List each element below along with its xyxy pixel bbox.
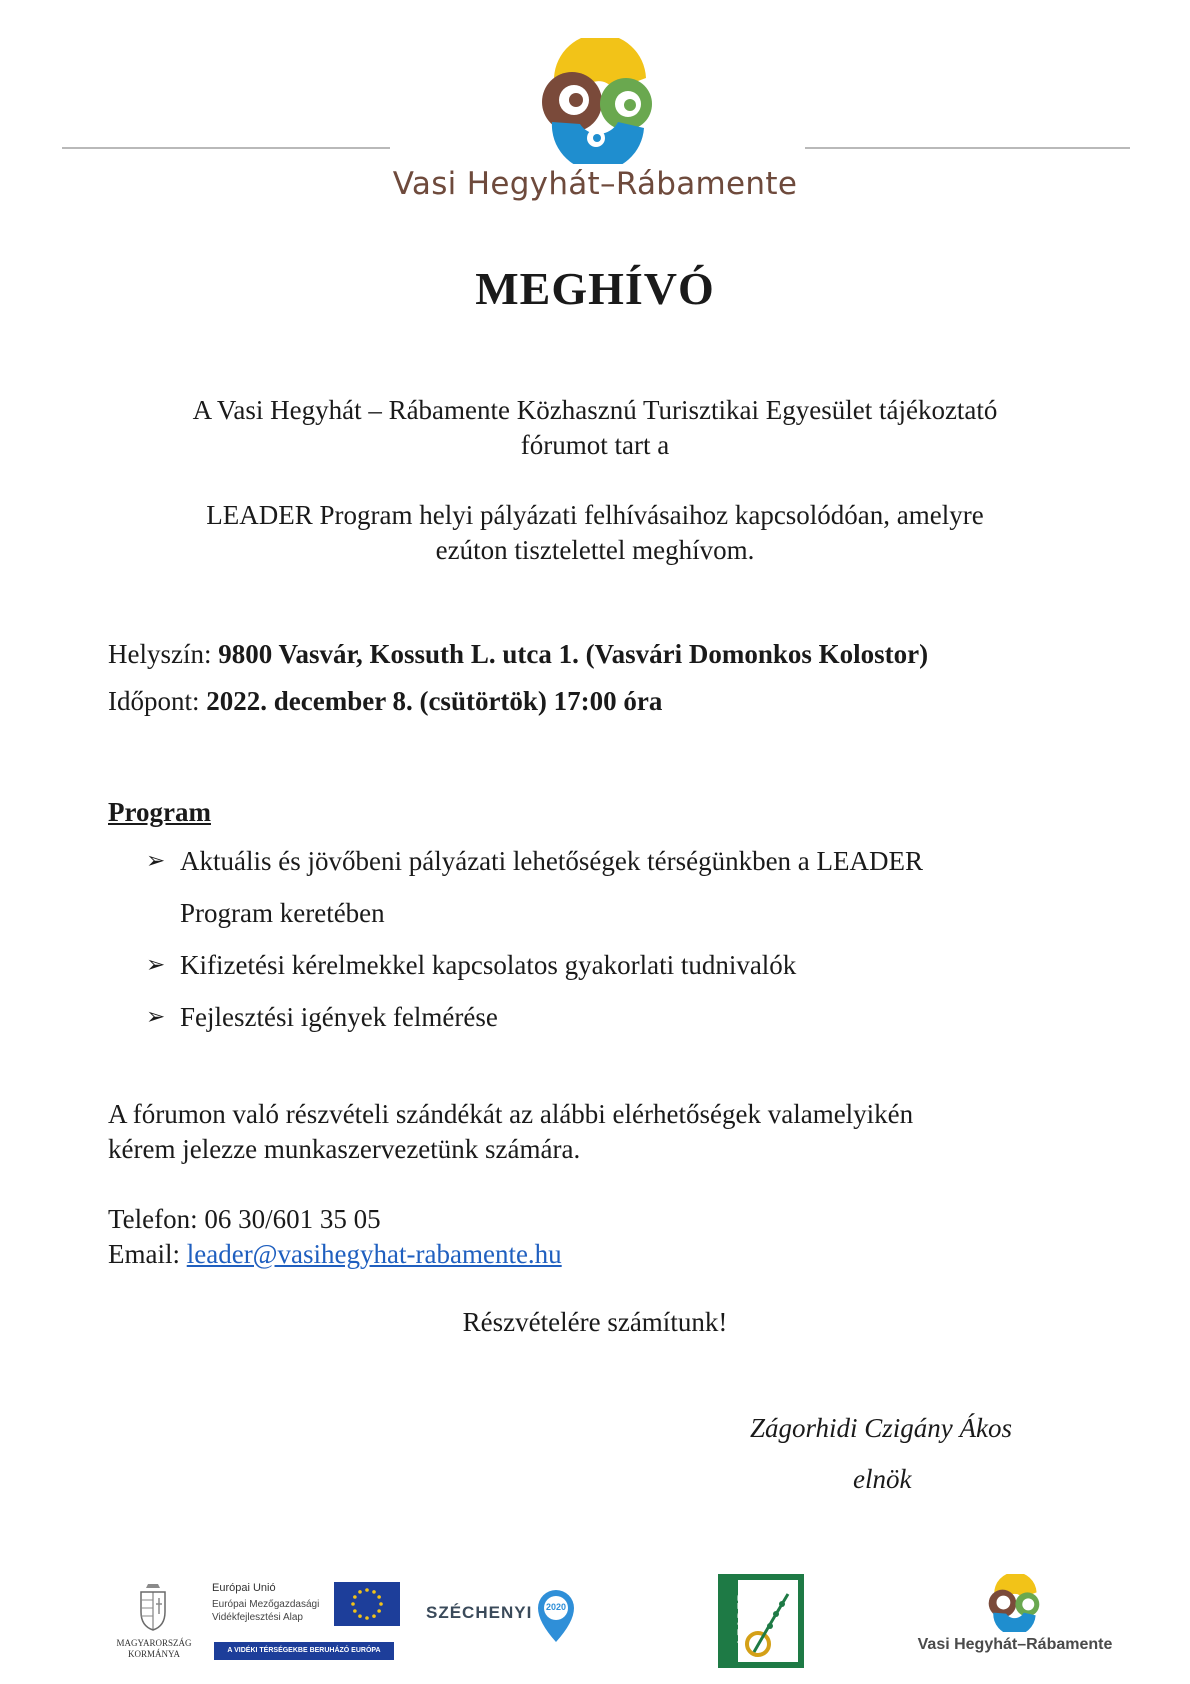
hungary-coat-of-arms-icon	[138, 1582, 168, 1632]
hungary-gov-line-2: KORMÁNYA	[127, 1649, 180, 1659]
szechenyi-label: SZÉCHENYI	[426, 1603, 533, 1622]
location-row	[108, 637, 928, 672]
email-link[interactable]: leader@vasihegyhat-rabamente.hu	[186, 1239, 562, 1269]
eu-star-icon	[372, 1614, 376, 1618]
eu-star-icon	[351, 1602, 355, 1606]
footer-brand-name: Vasi Hegyhát–Rábamente	[917, 1636, 1113, 1653]
eu-star-icon	[358, 1590, 362, 1594]
closing-text: Részvételére számítunk!	[462, 1307, 728, 1337]
location-label: Helyszín:	[108, 639, 219, 669]
leader-logo	[718, 1574, 804, 1668]
eu-label: Európai Unió	[212, 1582, 276, 1594]
eu-flag-icon	[334, 1582, 400, 1626]
header-rule-left	[62, 147, 390, 149]
email-row	[108, 1237, 562, 1272]
page-title: MEGHÍVÓ	[475, 263, 715, 314]
time-value: 2022. december 8. (csütörtök) 17:00 óra	[206, 686, 663, 716]
registration-line-1: A fórumon való részvételi szándékát az alábbi elérhetőségek valamelyikén	[108, 1099, 914, 1129]
eu-star-icon	[353, 1595, 357, 1599]
time-row	[108, 684, 662, 719]
program-heading: Program	[108, 797, 211, 827]
footer-organization-logo	[985, 1574, 1043, 1632]
signature-role: elnök	[853, 1464, 912, 1494]
szechenyi-map-pin-icon	[536, 1588, 576, 1644]
eu-star-icon	[377, 1609, 381, 1613]
bullet-arrow-icon: ➢	[146, 848, 166, 873]
phone-number: 06 30/601 35 05	[204, 1204, 381, 1234]
registration-line-2: kérem jelezze munkaszervezetünk számára.	[108, 1134, 581, 1164]
intro-line-2: fórumot tart a	[520, 430, 670, 460]
hungary-gov-line-1: MAGYARORSZÁG	[116, 1638, 192, 1648]
eu-star-icon	[365, 1616, 369, 1620]
bullet-arrow-icon: ➢	[146, 1004, 166, 1029]
eu-star-icon	[377, 1595, 381, 1599]
intro-line-4: ezúton tisztelettel meghívom.	[435, 535, 755, 565]
hungary-government-label	[108, 1638, 200, 1660]
eu-star-icon	[365, 1588, 369, 1592]
location-value: 9800 Vasvár, Kossuth L. utca 1. (Vasvári Domonkos Kolostor)	[218, 639, 929, 669]
program-item-1-line-2: Program keretében	[180, 898, 385, 928]
eu-star-icon	[353, 1609, 357, 1613]
program-item-1-line-1: Aktuális és jövőbeni pályázati lehetőségek térségünkben a LEADER	[180, 846, 924, 876]
header-rule-right	[805, 147, 1130, 149]
eu-banner: A VIDÉKI TÉRSÉGEKBE BERUHÁZÓ EURÓPA	[214, 1642, 394, 1660]
intro-line-1: A Vasi Hegyhát – Rábamente Közhasznú Turisztikai Egyesület tájékoztató	[192, 395, 998, 425]
phone-row	[108, 1202, 381, 1237]
time-label: Időpont:	[108, 686, 207, 716]
leader-label: LEADER	[736, 1592, 748, 1644]
eu-star-icon	[358, 1614, 362, 1618]
phone-label: Telefon:	[108, 1204, 205, 1234]
szechenyi-year: 2020	[545, 1602, 567, 1612]
intro-line-3: LEADER Program helyi pályázati felhívásaihoz kapcsolódóan, amelyre	[206, 500, 984, 530]
brand-name: Vasi Hegyhát–Rábamente	[392, 166, 798, 202]
eu-star-icon	[379, 1602, 383, 1606]
program-item-2: Kifizetési kérelmekkel kapcsolatos gyakorlati tudnivalók	[180, 950, 797, 980]
email-label: Email:	[108, 1239, 187, 1269]
eu-star-icon	[372, 1590, 376, 1594]
eu-fund-line-2: Vidékfejlesztési Alap	[212, 1612, 303, 1623]
bullet-arrow-icon: ➢	[146, 952, 166, 977]
program-item-3: Fejlesztési igények felmérése	[180, 1002, 498, 1032]
organization-logo	[534, 38, 660, 164]
signature-name: Zágorhidi Czigány Ákos	[750, 1413, 1013, 1443]
eu-fund-line-1: Európai Mezőgazdasági	[212, 1599, 320, 1610]
